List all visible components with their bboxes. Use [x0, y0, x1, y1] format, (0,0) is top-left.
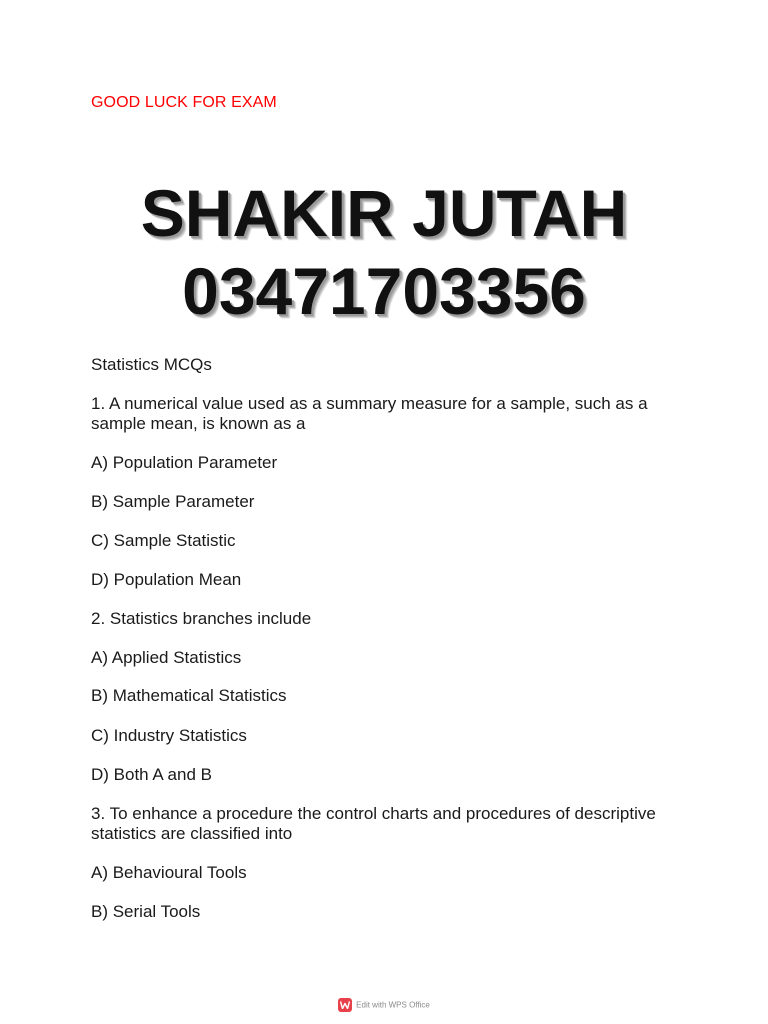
q2-option-a: A) Applied Statistics — [91, 648, 242, 667]
q3-option-b: B) Serial Tools — [91, 902, 201, 921]
q1-option-c: C) Sample Statistic — [91, 531, 236, 550]
banner-phone: 03471703356 — [182, 254, 586, 328]
q2-option-c: C) Industry Statistics — [91, 726, 247, 745]
wps-office-icon — [338, 998, 352, 1012]
q3-option-a: A) Behavioural Tools — [91, 863, 247, 882]
good-luck-note: GOOD LUCK FOR EXAM — [91, 94, 277, 111]
q1-option-d: D) Population Mean — [91, 570, 242, 589]
q1-option-a: A) Population Parameter — [91, 453, 278, 472]
q2-option-b: B) Mathematical Statistics — [91, 686, 287, 705]
question-2: 2. Statistics branches include — [91, 609, 312, 628]
document-title: Statistics MCQs — [91, 355, 212, 374]
q2-option-d: D) Both A and B — [91, 765, 212, 784]
question-3-line-1: 3. To enhance a procedure the control charts and procedures of descriptive — [91, 804, 656, 823]
question-3-line-2: statistics are classified into — [91, 824, 293, 843]
wps-footer[interactable] — [0, 998, 768, 1012]
question-1-line-1: 1. A numerical value used as a summary measure for a sample, such as a — [91, 394, 648, 413]
footer-text: Edit with WPS Office — [356, 1000, 430, 1010]
banner-name: SHAKIR JUTAH — [140, 176, 628, 250]
question-1-line-2: sample mean, is known as a — [91, 414, 306, 433]
q1-option-b: B) Sample Parameter — [91, 492, 255, 511]
